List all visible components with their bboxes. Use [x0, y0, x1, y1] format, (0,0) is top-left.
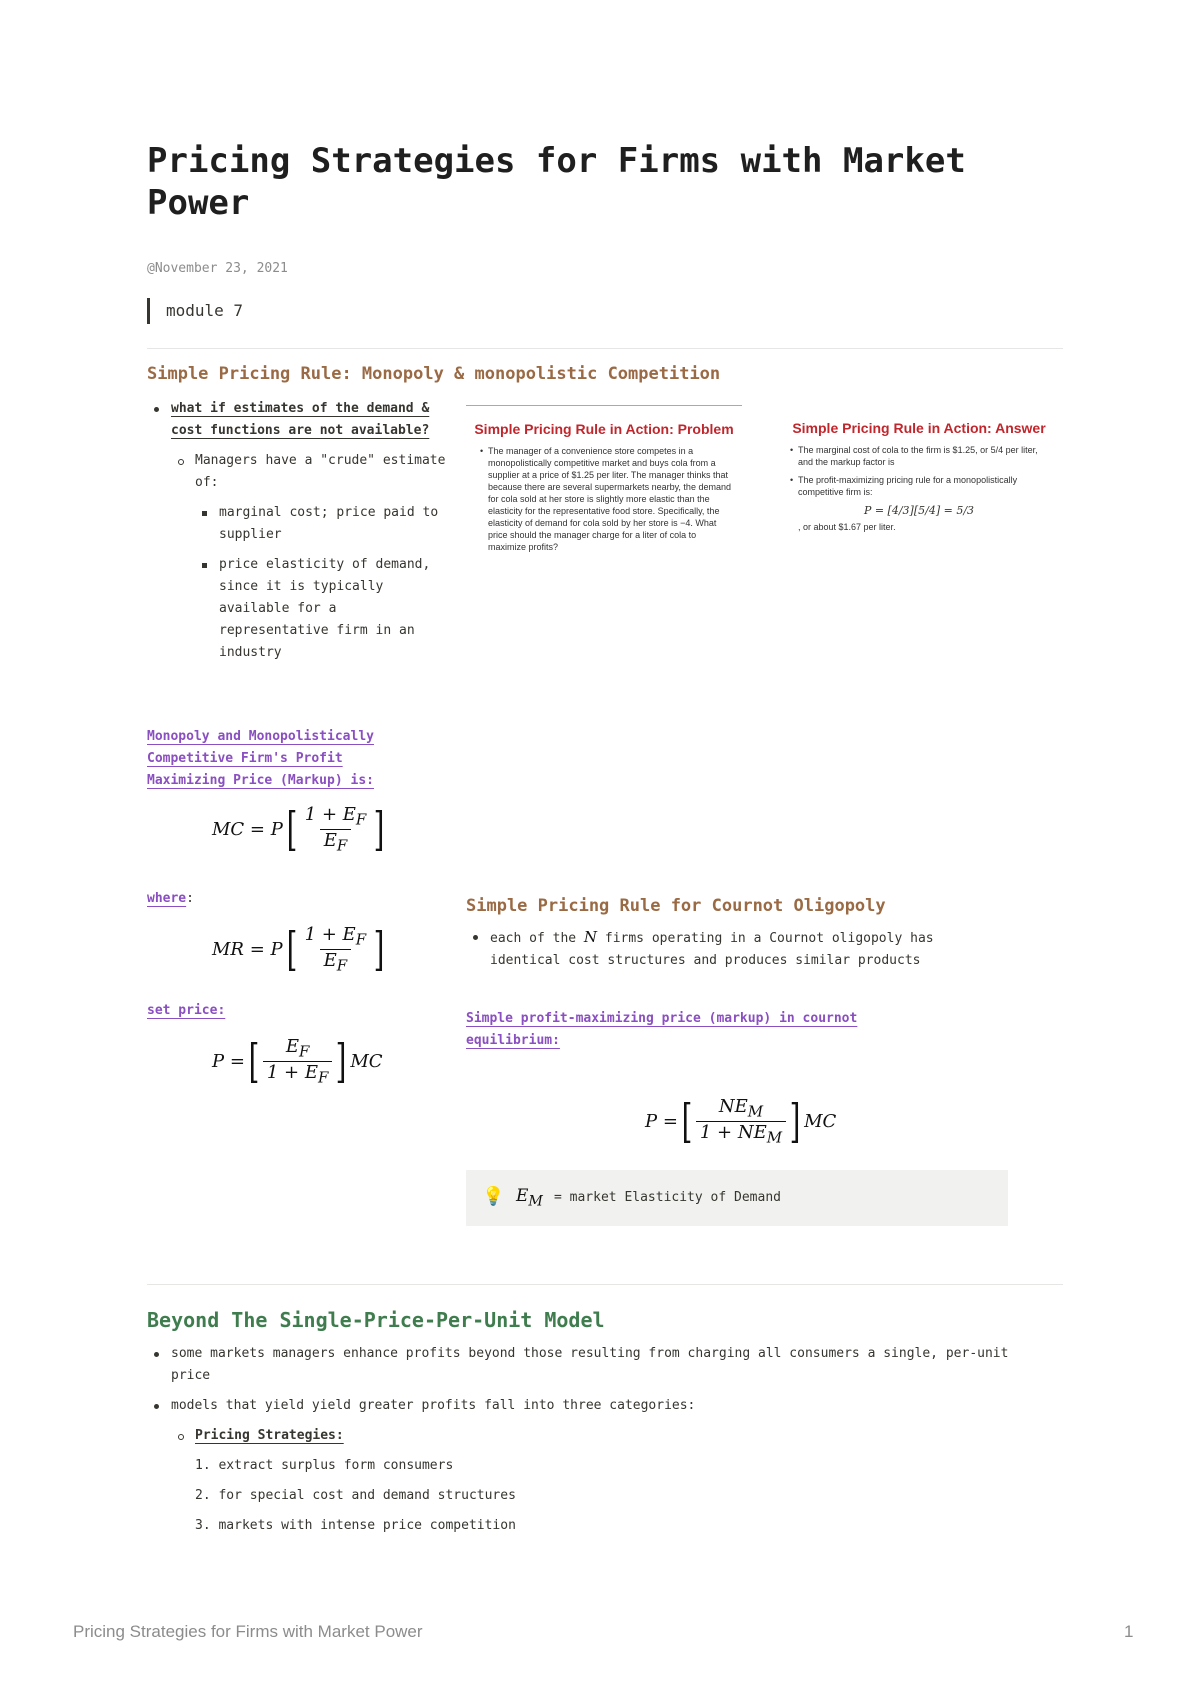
- slide-tail: , or about $1.67 per liter.: [798, 522, 896, 532]
- list-item: [147, 1395, 1047, 1537]
- monopoly-profit-heading: Monopoly and Monopolistically Competitive Firm's Profit Maximizing Price (Markup) is:: [147, 729, 374, 788]
- formula-price: P = [ $\frac{E_F}{1 + E_F}$ ] MC: [212, 1034, 383, 1089]
- left-column: [147, 398, 447, 664]
- where-colon: :: [186, 891, 194, 906]
- formula-cournot: P = [ $\frac{NE_M}{1 + NE_M}$ ] MC: [645, 1094, 837, 1149]
- lightbulb-icon: 💡: [482, 1186, 505, 1207]
- slide-title: Simple Pricing Rule in Action: Problem: [474, 421, 734, 437]
- slide-bullet-text: The profit-maximizing pricing rule for a monopolistically competitive firm is:: [798, 475, 1018, 497]
- slide-formula: P = [4/3][5/4] = 5/3: [863, 504, 975, 517]
- list-item: [171, 1425, 1047, 1537]
- item-number: 2.: [195, 1488, 211, 1503]
- page-title: Pricing Strategies for Firms with Market Power: [147, 141, 966, 223]
- callout: [466, 1170, 1008, 1226]
- slide-body-text: The manager of a convenience store competes in a monopolistically competitive market and buys cola from a supplier at a price of $1.25 per liter. The manager thinks that because there are several supermarkets nearby, the demand for cola sold at her store is slightly more elastic than the elasticity for the representative food store. Specifically, the elasticity of demand for cola sold by her store is −4. What price should the manager charge for a liter of cola to maximize profits?: [488, 446, 731, 552]
- sub-heading: Pricing Strategies:: [195, 1428, 344, 1443]
- list-item: [171, 450, 447, 664]
- list-item: [195, 502, 447, 546]
- callout-symbol: $E_M$: [516, 1186, 543, 1210]
- footer-title: Pricing Strategies for Firms with Market Power: [73, 1622, 423, 1641]
- item-text: extract surplus form consumers: [218, 1458, 454, 1473]
- cournot-text-post: firms operating in a Cournot oligopoly has identical cost structures and produces similar products: [490, 931, 934, 968]
- set-price-label: set price:: [147, 1003, 226, 1018]
- sub-text: Managers have a "crude" estimate of:: [195, 453, 446, 490]
- slide-body: • The manager of a convenience store competes in a monopolistically competitive market and buys cola from a supplier at a price of $1.25 per liter. The manager thinks that because there are several supermarkets nearby, the demand for cola sold at her store is slightly more elastic than the elasticity for the representative food store. Specifically, the elasticity of demand for cola sold by her store is −4. What price should the manager charge for a liter of cola to maximize profits?: [480, 446, 731, 552]
- where-text: where: [147, 891, 187, 906]
- item-number: 1.: [195, 1458, 211, 1473]
- cournot-text-pre: each of the: [490, 931, 577, 946]
- beyond-list: [147, 1343, 1047, 1537]
- formula-mr: MR = P [ $\frac{1 + E_F}{E_F}$ ]: [212, 922, 385, 977]
- item-text: models that yield yield greater profits fall into three categories:: [171, 1398, 696, 1413]
- numbered-item: [195, 1485, 1047, 1507]
- item-text: some markets managers enhance profits beyond those resulting from charging all consumers a single, per-unit price: [171, 1346, 1009, 1383]
- numbered-item: [195, 1455, 1047, 1477]
- question-text: what if estimates of the demand & cost functions are not available?: [171, 401, 430, 438]
- cournot-list: [466, 926, 1006, 972]
- list-item: each of the N firms operating in a Cournot oligopoly has identical cost structures and produces similar products: [466, 926, 1006, 972]
- slide-bullet: • The marginal cost of cola to the firm is $1.25, or 5/4 per liter, and the markup factor is: [790, 445, 1038, 467]
- item-number: 3.: [195, 1518, 211, 1533]
- numbered-item: [195, 1515, 1047, 1537]
- section-heading-beyond: [147, 1308, 605, 1332]
- page-date: @November 23, 2021: [147, 261, 288, 276]
- list-item: [147, 398, 447, 664]
- divider: [147, 348, 1063, 349]
- slide-title: Simple Pricing Rule in Action: Answer: [792, 420, 1046, 436]
- slide-problem: [466, 405, 742, 624]
- callout-text: = market Elasticity of Demand: [554, 1190, 781, 1205]
- list-item: [147, 1343, 1047, 1387]
- section-heading-cournot: Simple Pricing Rule for Cournot Oligopoly: [466, 896, 886, 916]
- section-heading-monopoly: Simple Pricing Rule: Monopoly & monopolistic Competition: [147, 364, 721, 384]
- item-text: markets with intense price competition: [218, 1518, 516, 1533]
- where-label: [147, 888, 194, 910]
- item-text: for special cost and demand structures: [218, 1488, 516, 1503]
- slide-bullet-text: The marginal cost of cola to the firm is $1.25, or 5/4 per liter, and the markup factor is: [798, 445, 1038, 467]
- cournot-profit-heading: Simple profit-maximizing price (markup) in cournot equilibrium:: [466, 1011, 858, 1048]
- item-text: price elasticity of demand, since it is typically available for a representative firm in an industry: [219, 557, 431, 660]
- module-quote: module 7: [147, 298, 243, 324]
- list-item: [195, 554, 447, 664]
- formula-mc: MC = P [ $\frac{1 + E_F}{E_F}$ ]: [212, 802, 385, 857]
- item-text: marginal cost; price paid to supplier: [219, 505, 439, 542]
- slide-bullet: • The profit-maximizing pricing rule for a monopolistically competitive firm is:: [790, 475, 1018, 497]
- numbered-list: [195, 1455, 1047, 1537]
- footer-page-number: 1: [1124, 1622, 1134, 1641]
- slide-answer: [776, 405, 1062, 623]
- divider: [147, 1284, 1063, 1285]
- section-heading-text: Beyond The Single-Price-Per-Unit Model: [147, 1308, 605, 1332]
